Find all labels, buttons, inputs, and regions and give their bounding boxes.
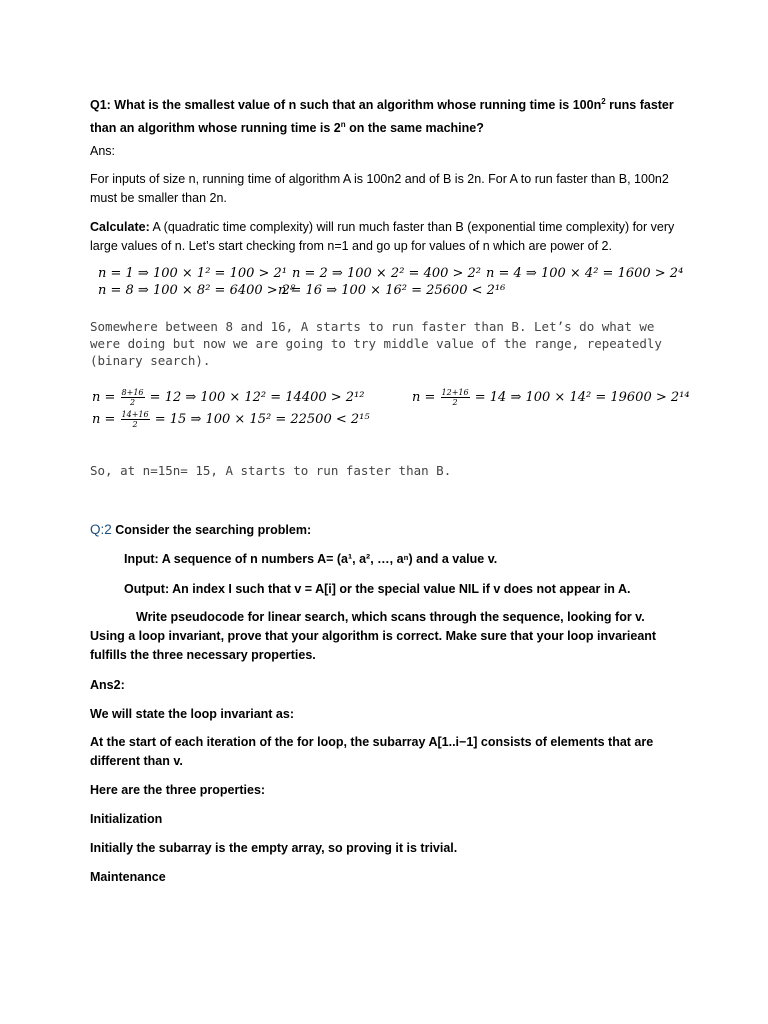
- fraction-num: 14+16: [121, 410, 149, 419]
- q1-question: [90, 92, 680, 138]
- initialization-text: Initially the subarray is the empty array, so proving it is trivial.: [90, 841, 458, 855]
- eq-n2: n = 2 ⇒ 100 × 2² = 400 > 2²: [292, 266, 482, 281]
- fraction-den: 2: [132, 420, 138, 429]
- q2-three-properties: Here are the three properties:: [90, 783, 266, 797]
- q1-question-text-2: runs faster than an algorithm whose running time is 2: [90, 98, 674, 136]
- n-prefix: n =: [92, 390, 116, 405]
- eq-rest: = 14 ⇒ 100 × 14² = 19600 > 2¹⁴: [474, 390, 690, 405]
- conclusion: So, at n=15n= 15, A starts to run faster than B.: [90, 463, 452, 478]
- q1-para1: For inputs of size n, running time of algorithm A is 100n2 and of B is 2n. For A to run faster than B, 100n2 must be smaller than 2n.: [90, 172, 669, 205]
- somewhere-paragraph: Somewhere between 8 and 16, A starts to run faster than B. Let’s do what we were doing but now we are going to try middle value of the range, repeatedly (binary search).: [90, 319, 662, 368]
- eq-binary-15: [92, 410, 370, 429]
- q1-question-text-1: Q1: What is the smallest value of n such that an algorithm whose running time is 100n: [90, 98, 602, 113]
- eq-rest: = 15 ⇒ 100 × 15² = 22500 < 2¹⁵: [154, 412, 370, 427]
- fraction: [441, 388, 470, 407]
- q2-title: Consider the searching problem:: [111, 523, 312, 537]
- q2-input: Input: A sequence of n numbers A= (a¹, a², …, aⁿ) and a value v.: [124, 552, 498, 566]
- fraction-num: 12+16: [441, 388, 469, 397]
- eq-n1: n = 1 ⇒ 100 × 1² = 100 > 2¹: [98, 266, 288, 281]
- q2-task: Write pseudocode for linear search, which scans through the sequence, looking for v. Using a loop invariant, prove that your algorithm is correct. Make sure that your loop invarieant fulfills the three necessary properties.: [90, 610, 657, 662]
- q1-ans-label: Ans:: [90, 144, 116, 158]
- q2-heading: [90, 520, 680, 540]
- fraction: [121, 388, 145, 407]
- q2-invariant: At the start of each iteration of the for loop, the subarray A[1..i−1] consists of elements that are different than v.: [90, 735, 654, 768]
- fraction-den: 2: [452, 398, 458, 407]
- eq-n4: n = 4 ⇒ 100 × 4² = 1600 > 2⁴: [486, 266, 684, 281]
- maintenance-heading: Maintenance: [90, 870, 166, 884]
- q1-question-sup2: n: [340, 120, 346, 130]
- eq-n8: n = 8 ⇒ 100 × 8² = 6400 > 2⁸: [98, 283, 296, 298]
- q2-output: Output: An index I such that v = A[i] or the special value NIL if v does not appear in A.: [124, 582, 631, 596]
- q2-state: We will state the loop invariant as:: [90, 707, 294, 721]
- q1-question-sup: 2: [601, 97, 606, 106]
- q1-calc-paragraph: [90, 218, 680, 256]
- fraction-num: 8+16: [121, 388, 144, 397]
- initialization-heading: Initialization: [90, 812, 163, 826]
- calc-text: A (quadratic time complexity) will run much faster than B (exponential time complexity) for very large values of n. Let’s start checking from n=1 and go up for values of n which are power of 2.: [90, 220, 675, 253]
- n-prefix: n =: [412, 390, 436, 405]
- eq-binary-12: [92, 388, 364, 407]
- fraction: [121, 410, 150, 429]
- q2-label: Q:2: [90, 522, 112, 537]
- q2-ans-label: Ans2:: [90, 678, 125, 692]
- eq-n16: n = 16 ⇒ 100 × 16² = 25600 < 2¹⁶: [278, 283, 506, 298]
- eq-rest: = 12 ⇒ 100 × 12² = 14400 > 2¹²: [149, 390, 365, 405]
- fraction-den: 2: [129, 398, 136, 407]
- q1-question-text-3: on the same machine?: [345, 121, 484, 136]
- calc-label: Calculate:: [90, 220, 150, 234]
- eq-binary-14: [412, 388, 690, 407]
- n-prefix: n =: [92, 412, 116, 427]
